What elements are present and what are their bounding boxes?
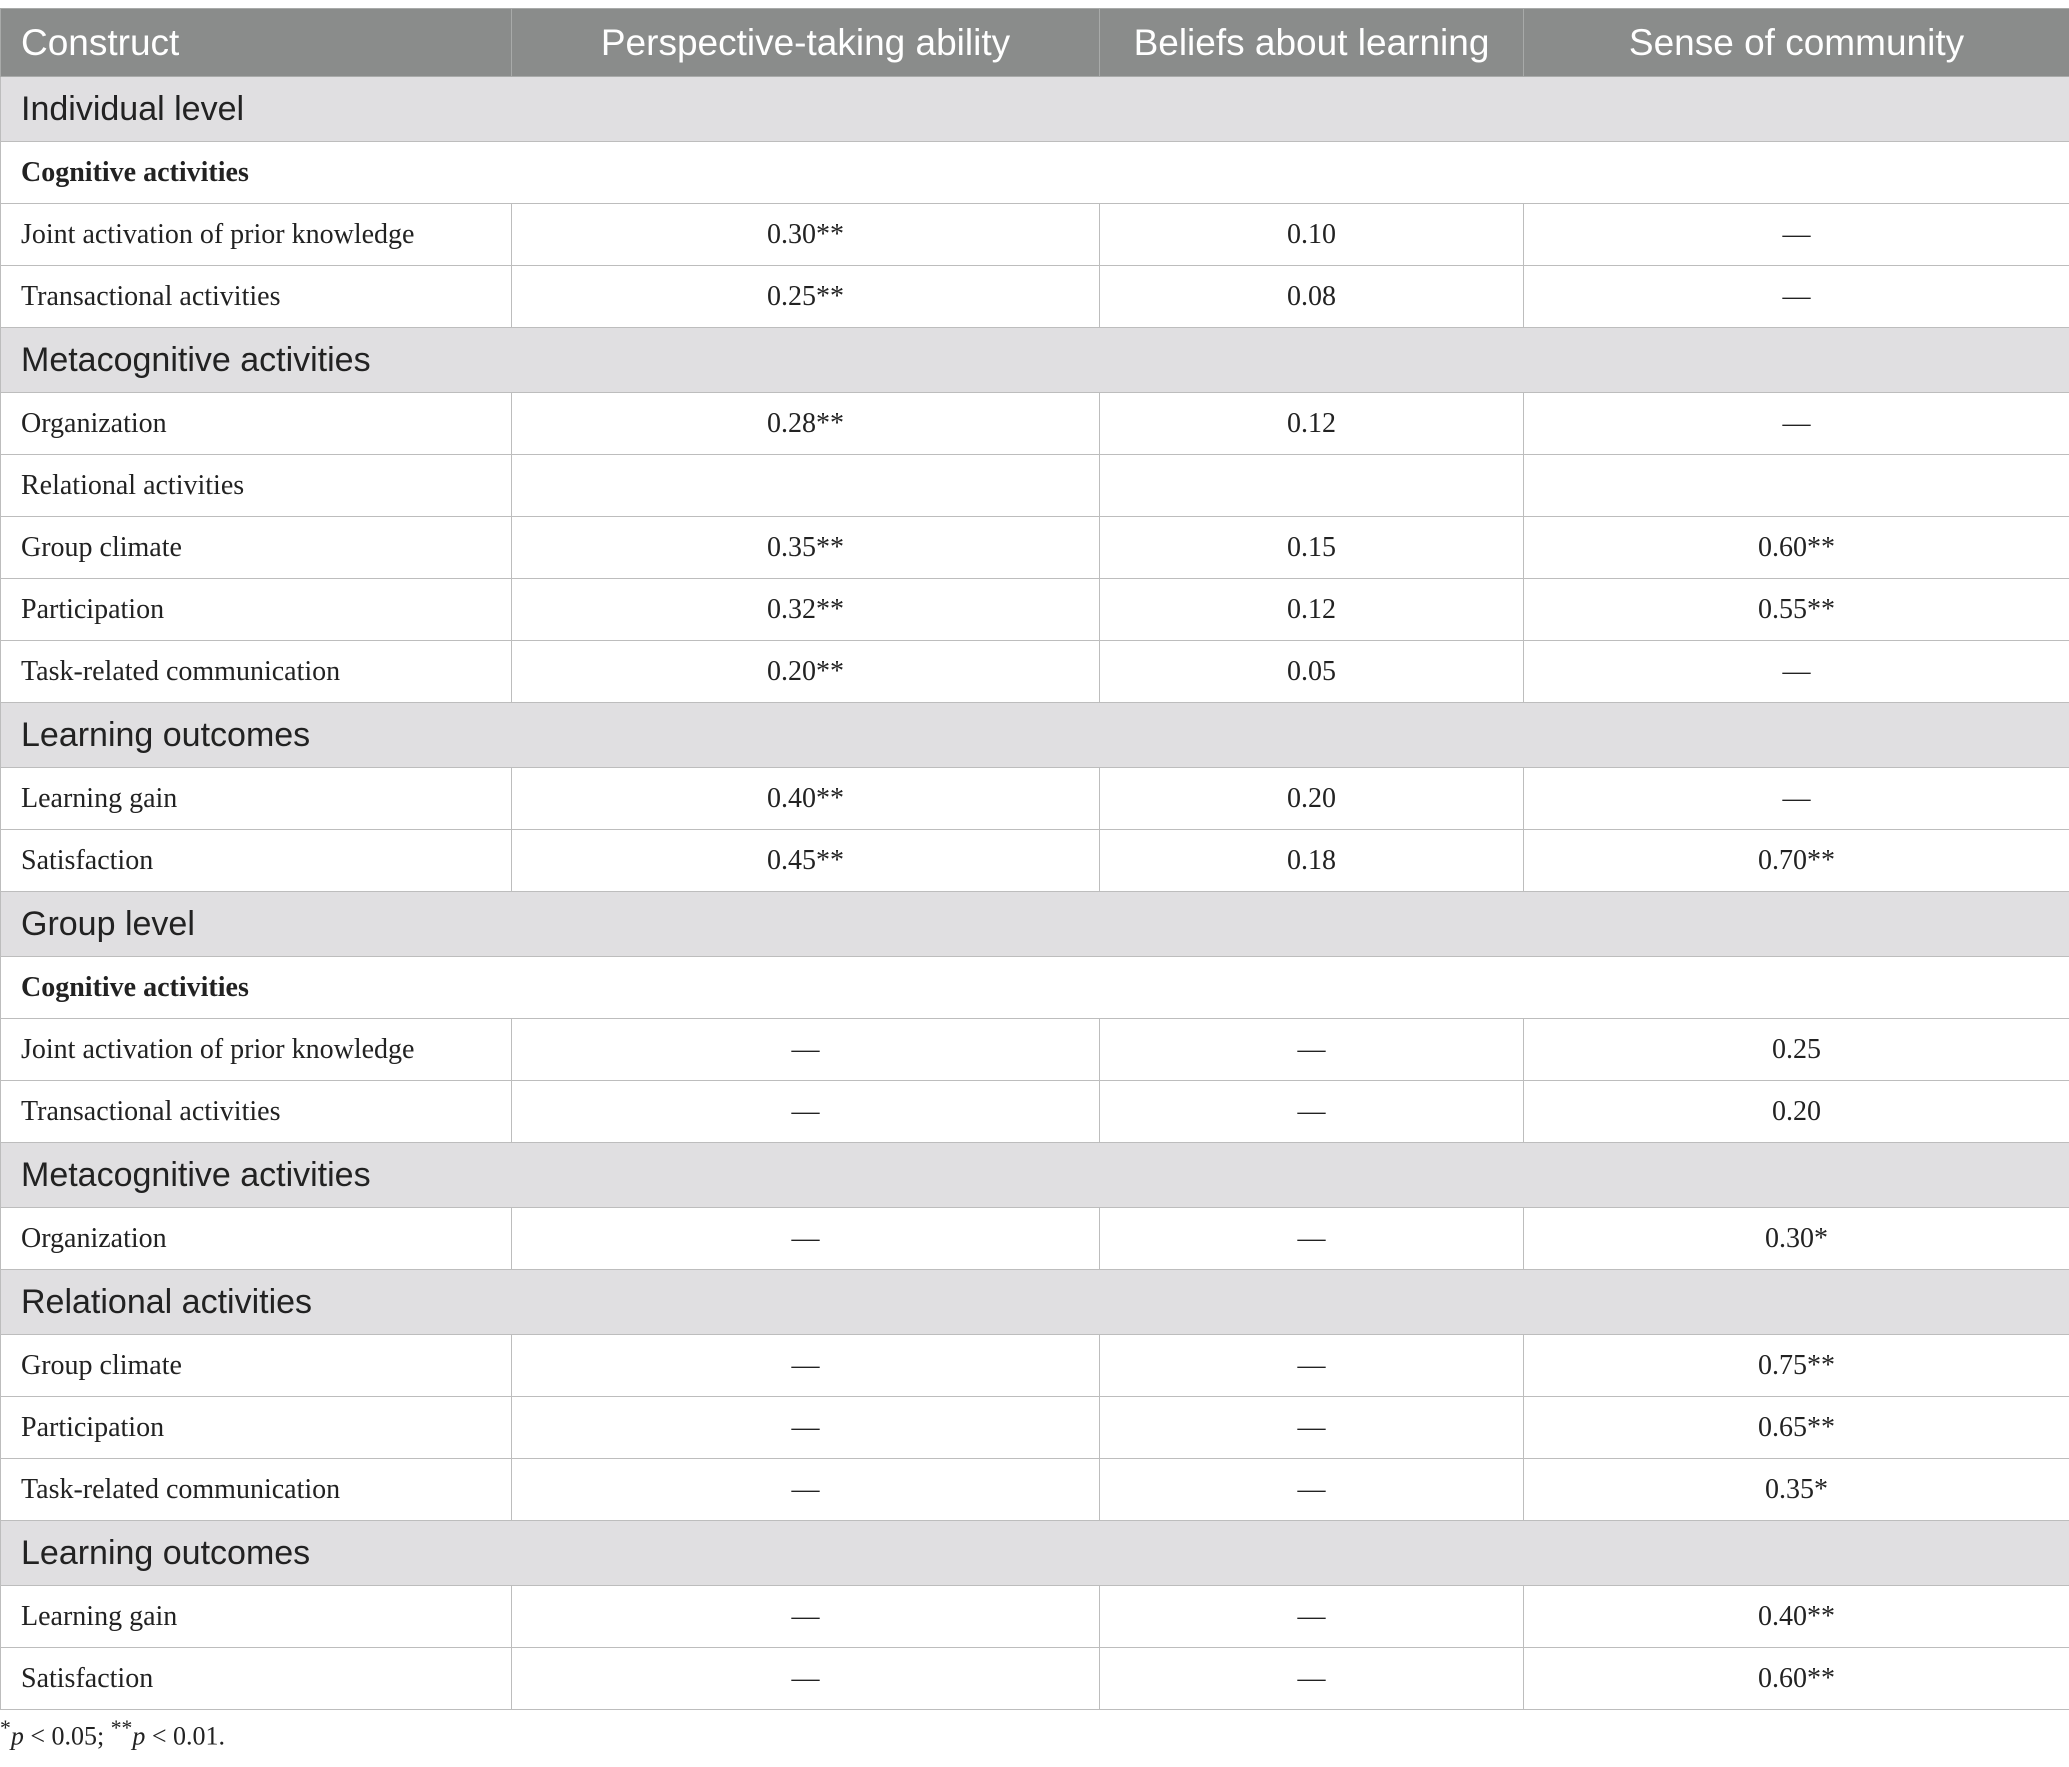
cell-sense-of-community: — xyxy=(1524,641,2069,703)
section-heading: Learning outcomes xyxy=(1,1521,2069,1586)
cell-beliefs-about-learning: 0.12 xyxy=(1100,393,1524,455)
table-row xyxy=(1,1335,2069,1397)
footnote-mark-double: ** xyxy=(110,1716,133,1740)
table-row xyxy=(1,1081,2069,1143)
table-row xyxy=(1,641,2069,703)
row-label: Organization xyxy=(1,1208,512,1270)
header-beliefs-about-learning: Beliefs about learning xyxy=(1100,9,1524,77)
row-label: Satisfaction xyxy=(1,1648,512,1710)
cell-beliefs-about-learning: 0.15 xyxy=(1100,517,1524,579)
cell-beliefs-about-learning: 0.05 xyxy=(1100,641,1524,703)
cell-beliefs-about-learning xyxy=(1100,455,1524,517)
subsection-row xyxy=(1,142,2069,204)
table-row xyxy=(1,1208,2069,1270)
cell-sense-of-community: — xyxy=(1524,204,2069,266)
row-label: Joint activation of prior knowledge xyxy=(1,204,512,266)
table-header xyxy=(1,9,2069,77)
table-row xyxy=(1,517,2069,579)
cell-sense-of-community: 0.70** xyxy=(1524,830,2069,892)
cell-beliefs-about-learning: 0.10 xyxy=(1100,204,1524,266)
cell-sense-of-community: 0.75** xyxy=(1524,1335,2069,1397)
cell-perspective-taking: 0.40** xyxy=(512,768,1100,830)
table-row xyxy=(1,1019,2069,1081)
row-label: Learning gain xyxy=(1,1586,512,1648)
row-label: Satisfaction xyxy=(1,830,512,892)
cell-beliefs-about-learning: 0.12 xyxy=(1100,579,1524,641)
cell-beliefs-about-learning: — xyxy=(1100,1586,1524,1648)
section-row xyxy=(1,77,2069,142)
row-label: Group climate xyxy=(1,517,512,579)
cell-beliefs-about-learning: 0.18 xyxy=(1100,830,1524,892)
cell-sense-of-community: — xyxy=(1524,266,2069,328)
cell-perspective-taking: 0.45** xyxy=(512,830,1100,892)
table-row xyxy=(1,768,2069,830)
cell-perspective-taking xyxy=(512,455,1100,517)
section-row xyxy=(1,1143,2069,1208)
row-label: Participation xyxy=(1,579,512,641)
row-label: Transactional activities xyxy=(1,266,512,328)
results-table xyxy=(0,8,2069,1710)
row-label: Learning gain xyxy=(1,768,512,830)
cell-beliefs-about-learning: — xyxy=(1100,1397,1524,1459)
row-label: Joint activation of prior knowledge xyxy=(1,1019,512,1081)
row-label: Task-related communication xyxy=(1,1459,512,1521)
cell-beliefs-about-learning: — xyxy=(1100,1019,1524,1081)
cell-sense-of-community xyxy=(1524,455,2069,517)
cell-beliefs-about-learning: 0.08 xyxy=(1100,266,1524,328)
subsection-row xyxy=(1,957,2069,1019)
cell-perspective-taking: — xyxy=(512,1335,1100,1397)
cell-sense-of-community: 0.65** xyxy=(1524,1397,2069,1459)
cell-beliefs-about-learning: — xyxy=(1100,1081,1524,1143)
cell-beliefs-about-learning: — xyxy=(1100,1208,1524,1270)
table-row xyxy=(1,579,2069,641)
section-heading: Relational activities xyxy=(1,1270,2069,1335)
cell-perspective-taking: 0.35** xyxy=(512,517,1100,579)
section-heading: Individual level xyxy=(1,77,2069,142)
cell-beliefs-about-learning: — xyxy=(1100,1335,1524,1397)
subsection-heading: Cognitive activities xyxy=(1,142,2069,204)
header-sense-of-community: Sense of community xyxy=(1524,9,2069,77)
cell-perspective-taking: — xyxy=(512,1648,1100,1710)
row-label: Task-related communication xyxy=(1,641,512,703)
cell-sense-of-community: 0.60** xyxy=(1524,1648,2069,1710)
section-heading: Metacognitive activities xyxy=(1,1143,2069,1208)
footnote-mark-single: * xyxy=(0,1716,11,1740)
results-table-container xyxy=(0,8,2069,1710)
table-row xyxy=(1,1459,2069,1521)
cell-perspective-taking: — xyxy=(512,1586,1100,1648)
cell-sense-of-community: 0.35* xyxy=(1524,1459,2069,1521)
subsection-heading: Cognitive activities xyxy=(1,957,2069,1019)
row-label: Organization xyxy=(1,393,512,455)
header-construct: Construct xyxy=(1,9,512,77)
cell-sense-of-community: 0.40** xyxy=(1524,1586,2069,1648)
table-row xyxy=(1,204,2069,266)
cell-perspective-taking: 0.25** xyxy=(512,266,1100,328)
cell-perspective-taking: 0.32** xyxy=(512,579,1100,641)
cell-beliefs-about-learning: — xyxy=(1100,1648,1524,1710)
cell-sense-of-community: 0.55** xyxy=(1524,579,2069,641)
cell-sense-of-community: 0.60** xyxy=(1524,517,2069,579)
table-row xyxy=(1,1397,2069,1459)
cell-sense-of-community: — xyxy=(1524,393,2069,455)
cell-sense-of-community: 0.30* xyxy=(1524,1208,2069,1270)
footnote-p-symbol: p xyxy=(132,1721,146,1751)
section-heading: Learning outcomes xyxy=(1,703,2069,768)
table-row xyxy=(1,1648,2069,1710)
cell-perspective-taking: — xyxy=(512,1397,1100,1459)
table-row xyxy=(1,393,2069,455)
header-row xyxy=(1,9,2069,77)
cell-sense-of-community: 0.20 xyxy=(1524,1081,2069,1143)
table-body xyxy=(1,77,2069,1710)
cell-sense-of-community: — xyxy=(1524,768,2069,830)
cell-perspective-taking: 0.28** xyxy=(512,393,1100,455)
header-perspective-taking: Perspective-taking ability xyxy=(512,9,1100,77)
cell-perspective-taking: 0.30** xyxy=(512,204,1100,266)
section-row xyxy=(1,1521,2069,1586)
table-row xyxy=(1,830,2069,892)
section-row xyxy=(1,1270,2069,1335)
cell-perspective-taking: — xyxy=(512,1459,1100,1521)
section-row xyxy=(1,328,2069,393)
row-label: Relational activities xyxy=(1,455,512,517)
section-heading: Metacognitive activities xyxy=(1,328,2069,393)
footnote-text-005: < 0.05; xyxy=(23,1721,111,1751)
cell-beliefs-about-learning: 0.20 xyxy=(1100,768,1524,830)
cell-perspective-taking: 0.20** xyxy=(512,641,1100,703)
row-label: Group climate xyxy=(1,1335,512,1397)
section-row xyxy=(1,892,2069,957)
table-row xyxy=(1,455,2069,517)
row-label: Participation xyxy=(1,1397,512,1459)
footnote-text-001: < 0.01. xyxy=(145,1721,226,1751)
significance-footnote xyxy=(0,1716,225,1752)
section-row xyxy=(1,703,2069,768)
table-row xyxy=(1,266,2069,328)
table-row xyxy=(1,1586,2069,1648)
cell-sense-of-community: 0.25 xyxy=(1524,1019,2069,1081)
row-label: Transactional activities xyxy=(1,1081,512,1143)
cell-beliefs-about-learning: — xyxy=(1100,1459,1524,1521)
cell-perspective-taking: — xyxy=(512,1019,1100,1081)
cell-perspective-taking: — xyxy=(512,1208,1100,1270)
footnote-p-symbol: p xyxy=(10,1721,24,1751)
cell-perspective-taking: — xyxy=(512,1081,1100,1143)
section-heading: Group level xyxy=(1,892,2069,957)
